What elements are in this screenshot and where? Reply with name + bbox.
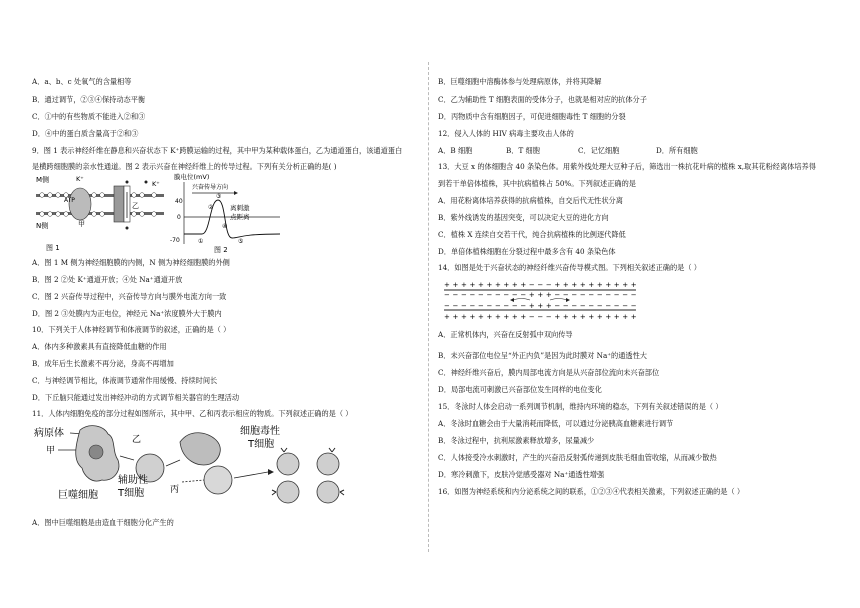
q12-option-d: D．所有细胞 [656,146,698,155]
q9-stem-line2: 是横跨细胞膜的亲水性通道。图 2 表示兴奋在神经纤维上的传导过程。下列有关分析正确的是( ) [32,162,337,171]
q8-option-c: C．①中的有些物质不能进入②和③ [32,112,146,121]
target-cell [180,433,220,465]
carrier-label-jia: 甲 [78,220,85,228]
q8-option-d: D．④中的蛋白质含量高于②和③ [32,129,139,138]
outer-charges-top: + + + + + + + + + + − − − + + + + + + + + + + [444,281,637,289]
q10-option-a: A．体内多种激素具有直接降低血糖的作用 [32,342,167,351]
m-side-label: M侧 [36,176,50,184]
q15-stem: 15．冬泳时人体会启动一系列调节机制，维持内环境的稳态，下列有关叙述错误的是（ ） [438,402,723,411]
membrane-diagram [36,175,164,252]
q14-option-c: C．神经纤维兴奋后，膜内局部电流方向是从兴奋部位流向未兴奋部位 [438,368,660,377]
position-3: ③ [216,193,222,200]
carrier-protein [69,188,91,220]
position-4: ④ [222,223,228,230]
tick-minus-70: -70 [170,237,180,244]
q11-option-a: A．图中巨噬细胞是由造血干细胞分化产生的 [32,518,174,527]
helper-t-label-2: T细胞 [118,488,145,499]
figure1-caption: 图 1 [46,244,60,252]
q14-stem: 14．如图是处于兴奋状态的神经纤维兴奋传导模式图。下列相关叙述正确的是（ ） [438,263,701,272]
column-divider [428,62,429,552]
q14-nerve-fiber-figure [440,278,640,322]
q13-option-c: C．植株 X 连续自交若干代，纯合抗病植株的比例逐代降低 [438,230,626,239]
action-potential-graph [170,172,280,254]
q15-option-b: B．冬泳过程中，抗利尿激素释放增多，尿量减少 [438,436,595,445]
q12-option-b: B．T 细胞 [506,146,540,155]
outer-charges-bottom: + + + + + + + + + + − − − + + + + + + + + + + [444,313,637,321]
q13-option-b: B．紫外线诱发的基因突变，可以决定大豆的进化方向 [438,213,609,222]
q13-stem-line1: 13．大豆 x 的体细胞含 40 条染色体。用紫外线处理大豆种子后，筛选出一株抗花叶病的植株 x,取其花粉经离体培养得 [438,162,816,171]
q12-stem: 12．侵入人体的 HIV 病毒主要攻击人体的 [438,129,574,138]
q11-option-d: D．丙物质中含有细胞因子，可促进细胞毒性 T 细胞的分裂 [438,112,626,121]
q10-option-b: B．成年后生长激素不再分泌，身高不再增加 [32,359,174,368]
inner-charges-bottom: − − − − − − − − − − + + + − − − − − − − − − − [444,302,637,310]
q12-option-c: C．记忆细胞 [578,146,620,155]
position-5: ⑤ [238,238,244,245]
figure2-caption: 图 2 [214,246,228,254]
macrophage-label: 巨噬细胞 [58,490,98,501]
q14-option-b: B．未兴奋部位电位呈“外正内负”是因为此时膜对 Na⁺的通透性大 [438,351,647,360]
inner-charges-top: − − − − − − − − − − + + + − − − − − − − − − − [444,291,637,299]
cytotoxic-t-cell [204,466,232,494]
cytotoxic-t-label-2: T细胞 [248,439,275,450]
channel-protein [114,186,124,222]
q8-option-b: B．通过调节，②③④保持动态平衡 [32,95,146,104]
distance-label-2: 点距离 [230,213,250,221]
position-1: ① [198,238,204,245]
k-label-left: K⁺ [76,175,84,183]
q10-option-c: C．与神经调节相比，体液调节通常作用缓慢、持续时间长 [32,376,218,385]
n-side-label: N侧 [36,222,49,230]
q10-stem: 10．下列关于人体神经调节和体液调节的叙述，正确的是（ ） [32,325,231,334]
distance-label: 离刺激 [230,204,250,212]
k-label-right: K⁺ [152,180,160,188]
q9-option-d: D．图 2 ③处膜内为正电位，神经元 Na⁺浓度膜外大于膜内 [32,309,222,318]
q11-option-c: C．乙为辅助性 T 细胞表面的受体分子，也就是相对应的抗体分子 [438,95,647,104]
tick-0: 0 [177,214,181,221]
q15-option-d: D．寒冷刺激下，皮肤冷觉感受器对 Na⁺通透性增强 [438,470,605,479]
yi-label: 乙 [132,435,142,445]
q16-stem: 16．如图为神经系统和内分泌系统之间的联系，①②③④代表相关激素，下列叙述正确的是（ ） [438,487,745,496]
q15-option-c: C．人体接受冷水刺激时，产生的兴奋沿反射弧传递到皮肤毛细血管收缩，从而减少散热 [438,453,717,462]
q8-option-a: A．a、b、c 处氧气的含量相等 [32,77,132,86]
membrane-potential-label: 膜电位(mV) [174,173,210,181]
tick-40: 40 [175,198,183,205]
q9-option-c: C．图 2 兴奋传导过程中，兴奋传导方向与膜外电流方向一致 [32,292,227,301]
q10-option-d: D．下丘脑只能通过发出神经冲动的方式调节相关器官的生理活动 [32,393,240,402]
q11-immune-figure [32,420,362,510]
q9-option-b: B．图 2 ②处 K⁺通道开放；④处 Na⁺通道开放 [32,275,183,284]
q9-figure [34,172,304,254]
q14-option-a: A．正常机体内，兴奋在反射弧中双向传导 [438,330,573,339]
q9-option-a: A．图 1 M 侧为神经细胞膜的内侧，N 侧为神经细胞膜的外侧 [32,258,230,267]
bing-label: 丙 [170,485,180,495]
helper-t-label-1: 辅助性 [118,475,148,486]
cytotoxic-t-label-1: 细胞毒性 [240,426,280,437]
position-2: ② [208,204,214,211]
q9-stem-line1: 9．图 1 表示神经纤维在静息和兴奋状态下 K⁺跨膜运输的过程，其中甲为某种载体蛋白，乙为通道蛋白，该通道蛋白 [32,146,403,155]
pathogen-label: 病原体 [34,428,64,439]
channel-label-yi: 乙 [132,202,139,210]
direction-label: 兴奋传导方向 [192,184,229,191]
q15-option-a: A．冬泳时血糖会由于大量消耗而降低，可以通过分泌胰高血糖素进行调节 [438,419,674,428]
q14-option-d: D．局部电流可刺激已兴奋部位发生同样的电位变化 [438,385,602,394]
q11-stem: 11．人体内细胞免疫的部分过程如图所示，其中甲、乙和丙表示相应的物质。下列叙述正确的是（ ） [32,409,353,418]
atp-label: ATP [64,197,75,204]
q12-option-a: A．B 细胞 [438,146,473,155]
daughter-t-cells [277,453,339,503]
q11-option-b: B．巨噬细胞中溶酶体参与处理病原体，并将其降解 [438,77,602,86]
q13-stem-line2: 到若干单倍体植株，其中抗病植株占 50%。下列叙述正确的是 [438,179,636,188]
jia-label: 甲 [46,446,56,456]
q13-option-a: A．用花粉离体培养获得的抗病植株，自交后代无性状分离 [438,196,623,205]
q13-option-d: D．单倍体植株细胞在分裂过程中最多含有 40 条染色体 [438,247,616,256]
